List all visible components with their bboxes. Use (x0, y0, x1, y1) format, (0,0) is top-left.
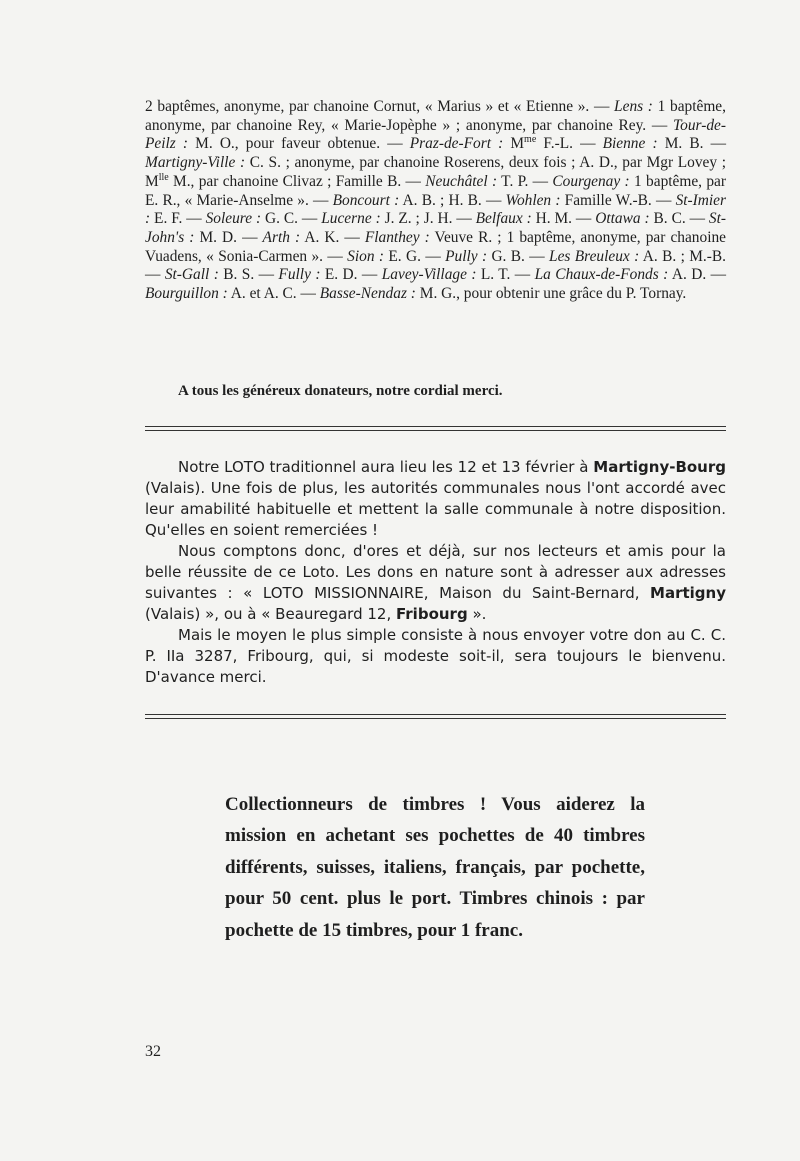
thanks-line: A tous les généreux donateurs, notre cordial merci. (178, 383, 503, 399)
stamps-notice: Collectionneurs de timbres ! Vous aiderez la mission en achetant ses pochettes de 40 timbres différents, suisses, italiens, français, par pochette, pour 50 cent. plus le port. Timbres chinois : par pochette de 15 timbres, pour 1 franc. (225, 794, 645, 941)
loto-announcement (145, 457, 726, 688)
divider-rule (145, 426, 726, 431)
loto-paragraph-3: Mais le moyen le plus simple consiste à nous envoyer votre don au C. C. P. IIa 3287, Fribourg, qui, si modeste soit-il, sera toujours le bienvenu. D'avance merci. (145, 626, 726, 686)
loto-paragraph-1: Notre LOTO traditionnel aura lieu les 12 et 13 février à Martigny-Bourg (Valais). Une fois de plus, les autorités communales nous l'ont accordé avec leur amabilité habituelle et mettent la salle communale à notre disposition. Qu'elles en soient remerciées ! (145, 458, 726, 539)
divider-rule (145, 714, 726, 719)
loto-paragraph-2: Nous comptons donc, d'ores et déjà, sur nos lecteurs et amis pour la belle réussite de ce Loto. Les dons en nature sont à adresser aux adresses suivantes : « LOTO MISSIONNAIRE, Maison du Saint-Bernard, Martigny (Valais) », ou à « Beauregard 12, Fribourg ». (145, 542, 726, 623)
page-number: 32 (145, 1043, 161, 1060)
donor-list: 2 baptêmes, anonyme, par chanoine Cornut, « Marius » et « Etienne ». — Lens : 1 baptême, anonyme, par chanoine Rey, « Marie-Jopèphe » ; anonyme, par chanoine Rey. — Tour-de-Peilz : M. O., pour faveur obtenue. — Praz-de-Fort : $M^{me}$ F.-L. — Bienne : M. B. — Martigny-Ville : C. S. ; anonyme, par chanoine Roserens, deux fois ; A. D., par Mgr Lovey ; $M^{lle}$ M., par chanoine Clivaz ; Famille B. — Neuchâtel : T. P. — Courgenay : 1 baptême, par E. R., « Marie-Anselme ». — Boncourt : A. B. ; H. B. — Wohlen : Famille W.-B. — St-Imier : E. F. — Soleure : G. C. — Lucerne : J. Z. ; J. H. — Belfaux : H. M. — Ottawa : B. C. — St-John's : M. D. — Arth : A. K. — Flanthey : Veuve R. ; 1 baptême, anonyme, par chanoine Vuadens, « Sonia-Carmen ». — Sion : E. G. — Pully : G. B. — Les Breuleux : A. B. ; M.-B. — St-Gall : B. S. — Fully : E. D. — Lavey-Village : L. T. — La Chaux-de-Fonds : A. D. — Bourguillon : A. et A. C. — Basse-Nendaz : M. G., pour obtenir une grâce du P. Tornay. (145, 98, 727, 303)
